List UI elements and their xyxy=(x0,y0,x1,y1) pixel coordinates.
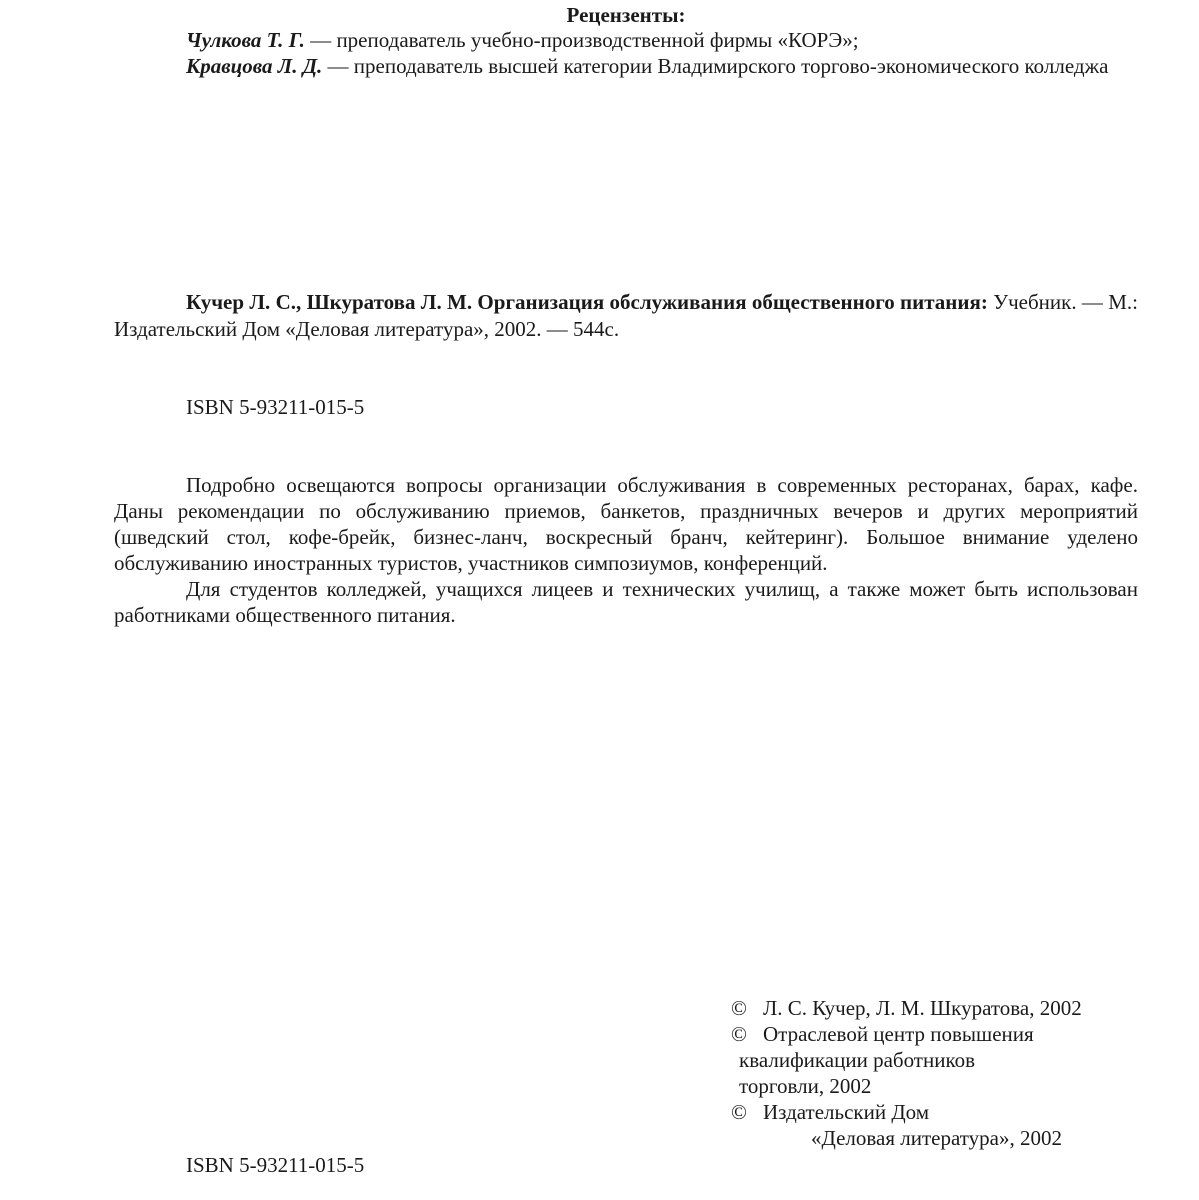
reviewer-entry xyxy=(114,53,1138,79)
copyright-text: Издательский Дом xyxy=(763,1100,930,1124)
isbn-top: ISBN 5-93211-015-5 xyxy=(186,395,365,419)
copyright-block xyxy=(731,995,1151,1151)
bibliographic-citation xyxy=(114,289,1138,343)
reviewer-entry xyxy=(114,27,1138,53)
copyright-symbol: © xyxy=(731,996,747,1020)
reviewer-description: — преподаватель высшей категории Владимирского торгово-экономического колледжа xyxy=(322,54,1109,78)
copyright-line: квалификации работников xyxy=(739,1048,976,1072)
citation-authors-title: Кучер Л. С., Шкуратова Л. М. Организация обслуживания общественного питания: xyxy=(186,290,988,314)
annotation xyxy=(114,472,1138,628)
annotation-paragraph: Подробно освещаются вопросы организации обслуживания в современных ресторанах, барах, кафе. Даны рекомендации по обслуживанию приемов, банкетов, праздничных вечеров и других мероприятий (шведский стол, кофе-брейк, бизнес-ланч, воскресный бранч, кейтеринг). Большое внимание уделено обслуживанию иностранных туристов, участников симпозиумов, конференций. xyxy=(114,473,1138,575)
reviewers-heading: Рецензенты: xyxy=(566,3,686,27)
copyright-line: «Деловая литература», 2002 xyxy=(811,1126,1062,1150)
copyright-line xyxy=(731,1099,1151,1125)
reviewer-name: Чулкова Т. Г. xyxy=(186,28,305,52)
reviewer-name: Кравцова Л. Д. xyxy=(186,54,323,78)
reviewer-description: — преподаватель учебно-производственной фирмы «КОРЭ»; xyxy=(304,28,859,52)
citation-publication-info: Учебник. — М.: Издательский Дом «Деловая литература», 2002. — 544с. xyxy=(114,290,1138,341)
copyright-symbol: © xyxy=(731,1100,747,1124)
copyright-line xyxy=(731,1021,1151,1047)
copyright-text: Л. С. Кучер, Л. М. Шкуратова, 2002 xyxy=(763,996,1082,1020)
reviewers-list xyxy=(114,27,1138,79)
copyright-line xyxy=(731,995,1151,1021)
copyright-symbol: © xyxy=(731,1022,747,1046)
annotation-paragraph: Для студентов колледжей, учащихся лицеев и технических училищ, а также может быть использован работниками общественного питания. xyxy=(114,577,1138,627)
copyright-line: торговли, 2002 xyxy=(739,1074,872,1098)
isbn-bottom: ISBN 5-93211-015-5 xyxy=(186,1153,365,1177)
copyright-text: Отраслевой центр повышения xyxy=(763,1022,1034,1046)
